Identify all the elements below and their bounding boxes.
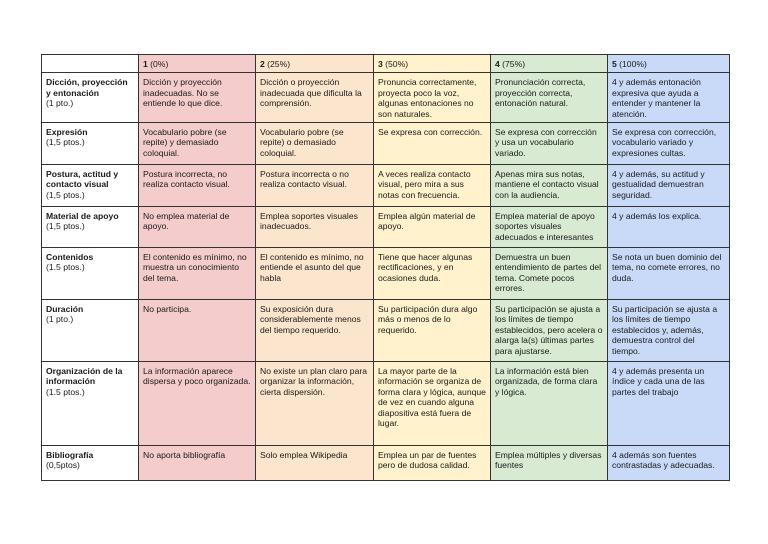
rubric-cell: La información está bien organizada, de forma clara y lógica. <box>491 362 608 446</box>
rubric-cell: Postura incorrecta, no realiza contacto visual. <box>139 165 256 207</box>
rubric-cell: Apenas mira sus notas, mantiene el contacto visual con la audiencia. <box>491 165 608 207</box>
level-header-1: 1 (0%) <box>139 55 256 73</box>
rubric-cell: 4 y además presenta un índice y cada una de las partes del trabajo <box>608 362 730 446</box>
rubric-cell: Se nota un buen dominio del tema, no comete errores, no duda. <box>608 248 730 300</box>
criterion-row-expresion <box>42 123 730 165</box>
rubric-cell: No aporta bibliografía <box>139 446 256 481</box>
rubric-cell: A veces realiza contacto visual, pero mira a sus notas con frecuencia. <box>374 165 491 207</box>
criterion-row-organizacion <box>42 362 730 446</box>
rubric-cell: Emplea un par de fuentes pero de dudosa calidad. <box>374 446 491 481</box>
criterion-label: Expresión (1,5 ptos.) <box>42 123 139 165</box>
rubric-cell: La mayor parte de la información se organiza de forma clara y lógica, aunque de vez en cuando alguna diapositiva está fuera de lugar. <box>374 362 491 446</box>
criterion-label: Contenidos (1.5 ptos.) <box>42 248 139 300</box>
header-row <box>42 55 730 73</box>
criterion-label: Duración (1 pto.) <box>42 300 139 362</box>
rubric-cell: No emplea material de apoyo. <box>139 207 256 248</box>
corner-cell <box>42 55 139 73</box>
criterion-label: Material de apoyo (1,5 ptos.) <box>42 207 139 248</box>
criterion-row-diccion <box>42 73 730 123</box>
rubric-cell: Su participación se ajusta a los límites de tiempo establecidos, pero acelera o alarga la(s) últimas partes para ajustarse. <box>491 300 608 362</box>
rubric-cell: Emplea algún material de apoyo. <box>374 207 491 248</box>
rubric-cell: Solo emplea Wikipedia <box>256 446 374 481</box>
rubric-cell: El contenido es mínimo, no entiende el asunto del que habla <box>256 248 374 300</box>
rubric-table <box>41 54 730 481</box>
rubric-cell: Dicción o proyección inadecuada que dificulta la comprensión. <box>256 73 374 123</box>
criterion-row-contenidos <box>42 248 730 300</box>
rubric-cell: 4 además son fuentes contrastadas y adecuadas. <box>608 446 730 481</box>
rubric-cell: El contenido es mínimo, no muestra un conocimiento del tema. <box>139 248 256 300</box>
criterion-row-bibliografia <box>42 446 730 481</box>
rubric-cell: Su participación se ajusta a los límites de tiempo establecidos y, además, demuestra control del tiempo. <box>608 300 730 362</box>
criterion-label: Postura, actitud y contacto visual (1,5 ptos.) <box>42 165 139 207</box>
criterion-label: Bibliografía (0,5ptos) <box>42 446 139 481</box>
rubric-cell: 4 y además entonación expresiva que ayuda a entender y mantener la atención. <box>608 73 730 123</box>
rubric-cell: Tiene que hacer algunas rectificaciones, y en ocasiones duda. <box>374 248 491 300</box>
criterion-row-postura <box>42 165 730 207</box>
rubric-cell: Vocabulario pobre (se repite) y demasiado coloquial. <box>139 123 256 165</box>
rubric-cell: 4 y además, su actitud y gestualidad demuestran seguridad. <box>608 165 730 207</box>
rubric-cell: Demuestra un buen entendimiento de partes del tema. Comete pocos errores. <box>491 248 608 300</box>
criterion-label: Dicción, proyección y entonación (1 pto.) <box>42 73 139 123</box>
rubric-cell: Se expresa con corrección. <box>374 123 491 165</box>
rubric-cell: Dicción y proyección inadecuadas. No se entiende lo que dice. <box>139 73 256 123</box>
criterion-row-material <box>42 207 730 248</box>
rubric-cell: Se expresa con corrección, vocabulario variado y expresiones cultas. <box>608 123 730 165</box>
rubric-cell: Emplea múltiples y diversas fuentes <box>491 446 608 481</box>
rubric-cell: La información aparece dispersa y poco organizada. <box>139 362 256 446</box>
criterion-row-duracion <box>42 300 730 362</box>
rubric-cell: Postura incorrecta o no realiza contacto visual. <box>256 165 374 207</box>
rubric-cell: Se expresa con corrección y usa un vocabulario variado. <box>491 123 608 165</box>
rubric-cell: Emplea material de apoyo soportes visuales adecuados e interesantes <box>491 207 608 248</box>
criterion-label: Organización de la información (1.5 ptos.) <box>42 362 139 446</box>
rubric-cell: Vocabulario pobre (se repite) o demasiado coloquial. <box>256 123 374 165</box>
rubric-cell: No existe un plan claro para organizar la información, cierta dispersión. <box>256 362 374 446</box>
rubric-cell: Pronunciación correcta, proyección correcta, entonación natural. <box>491 73 608 123</box>
level-header-3: 3 (50%) <box>374 55 491 73</box>
level-header-2: 2 (25%) <box>256 55 374 73</box>
rubric-cell: Su exposición dura considerablemente menos del tiempo requerido. <box>256 300 374 362</box>
rubric-cell: 4 y además los explica. <box>608 207 730 248</box>
rubric-cell: Pronuncia correctamente, proyecta poco la voz, algunas entonaciones no son naturales. <box>374 73 491 123</box>
level-header-4: 4 (75%) <box>491 55 608 73</box>
rubric-cell: Emplea soportes visuales inadecuados. <box>256 207 374 248</box>
rubric-cell: No participa. <box>139 300 256 362</box>
rubric-cell: Su participación dura algo más o menos de lo requerido. <box>374 300 491 362</box>
level-header-5: 5 (100%) <box>608 55 730 73</box>
